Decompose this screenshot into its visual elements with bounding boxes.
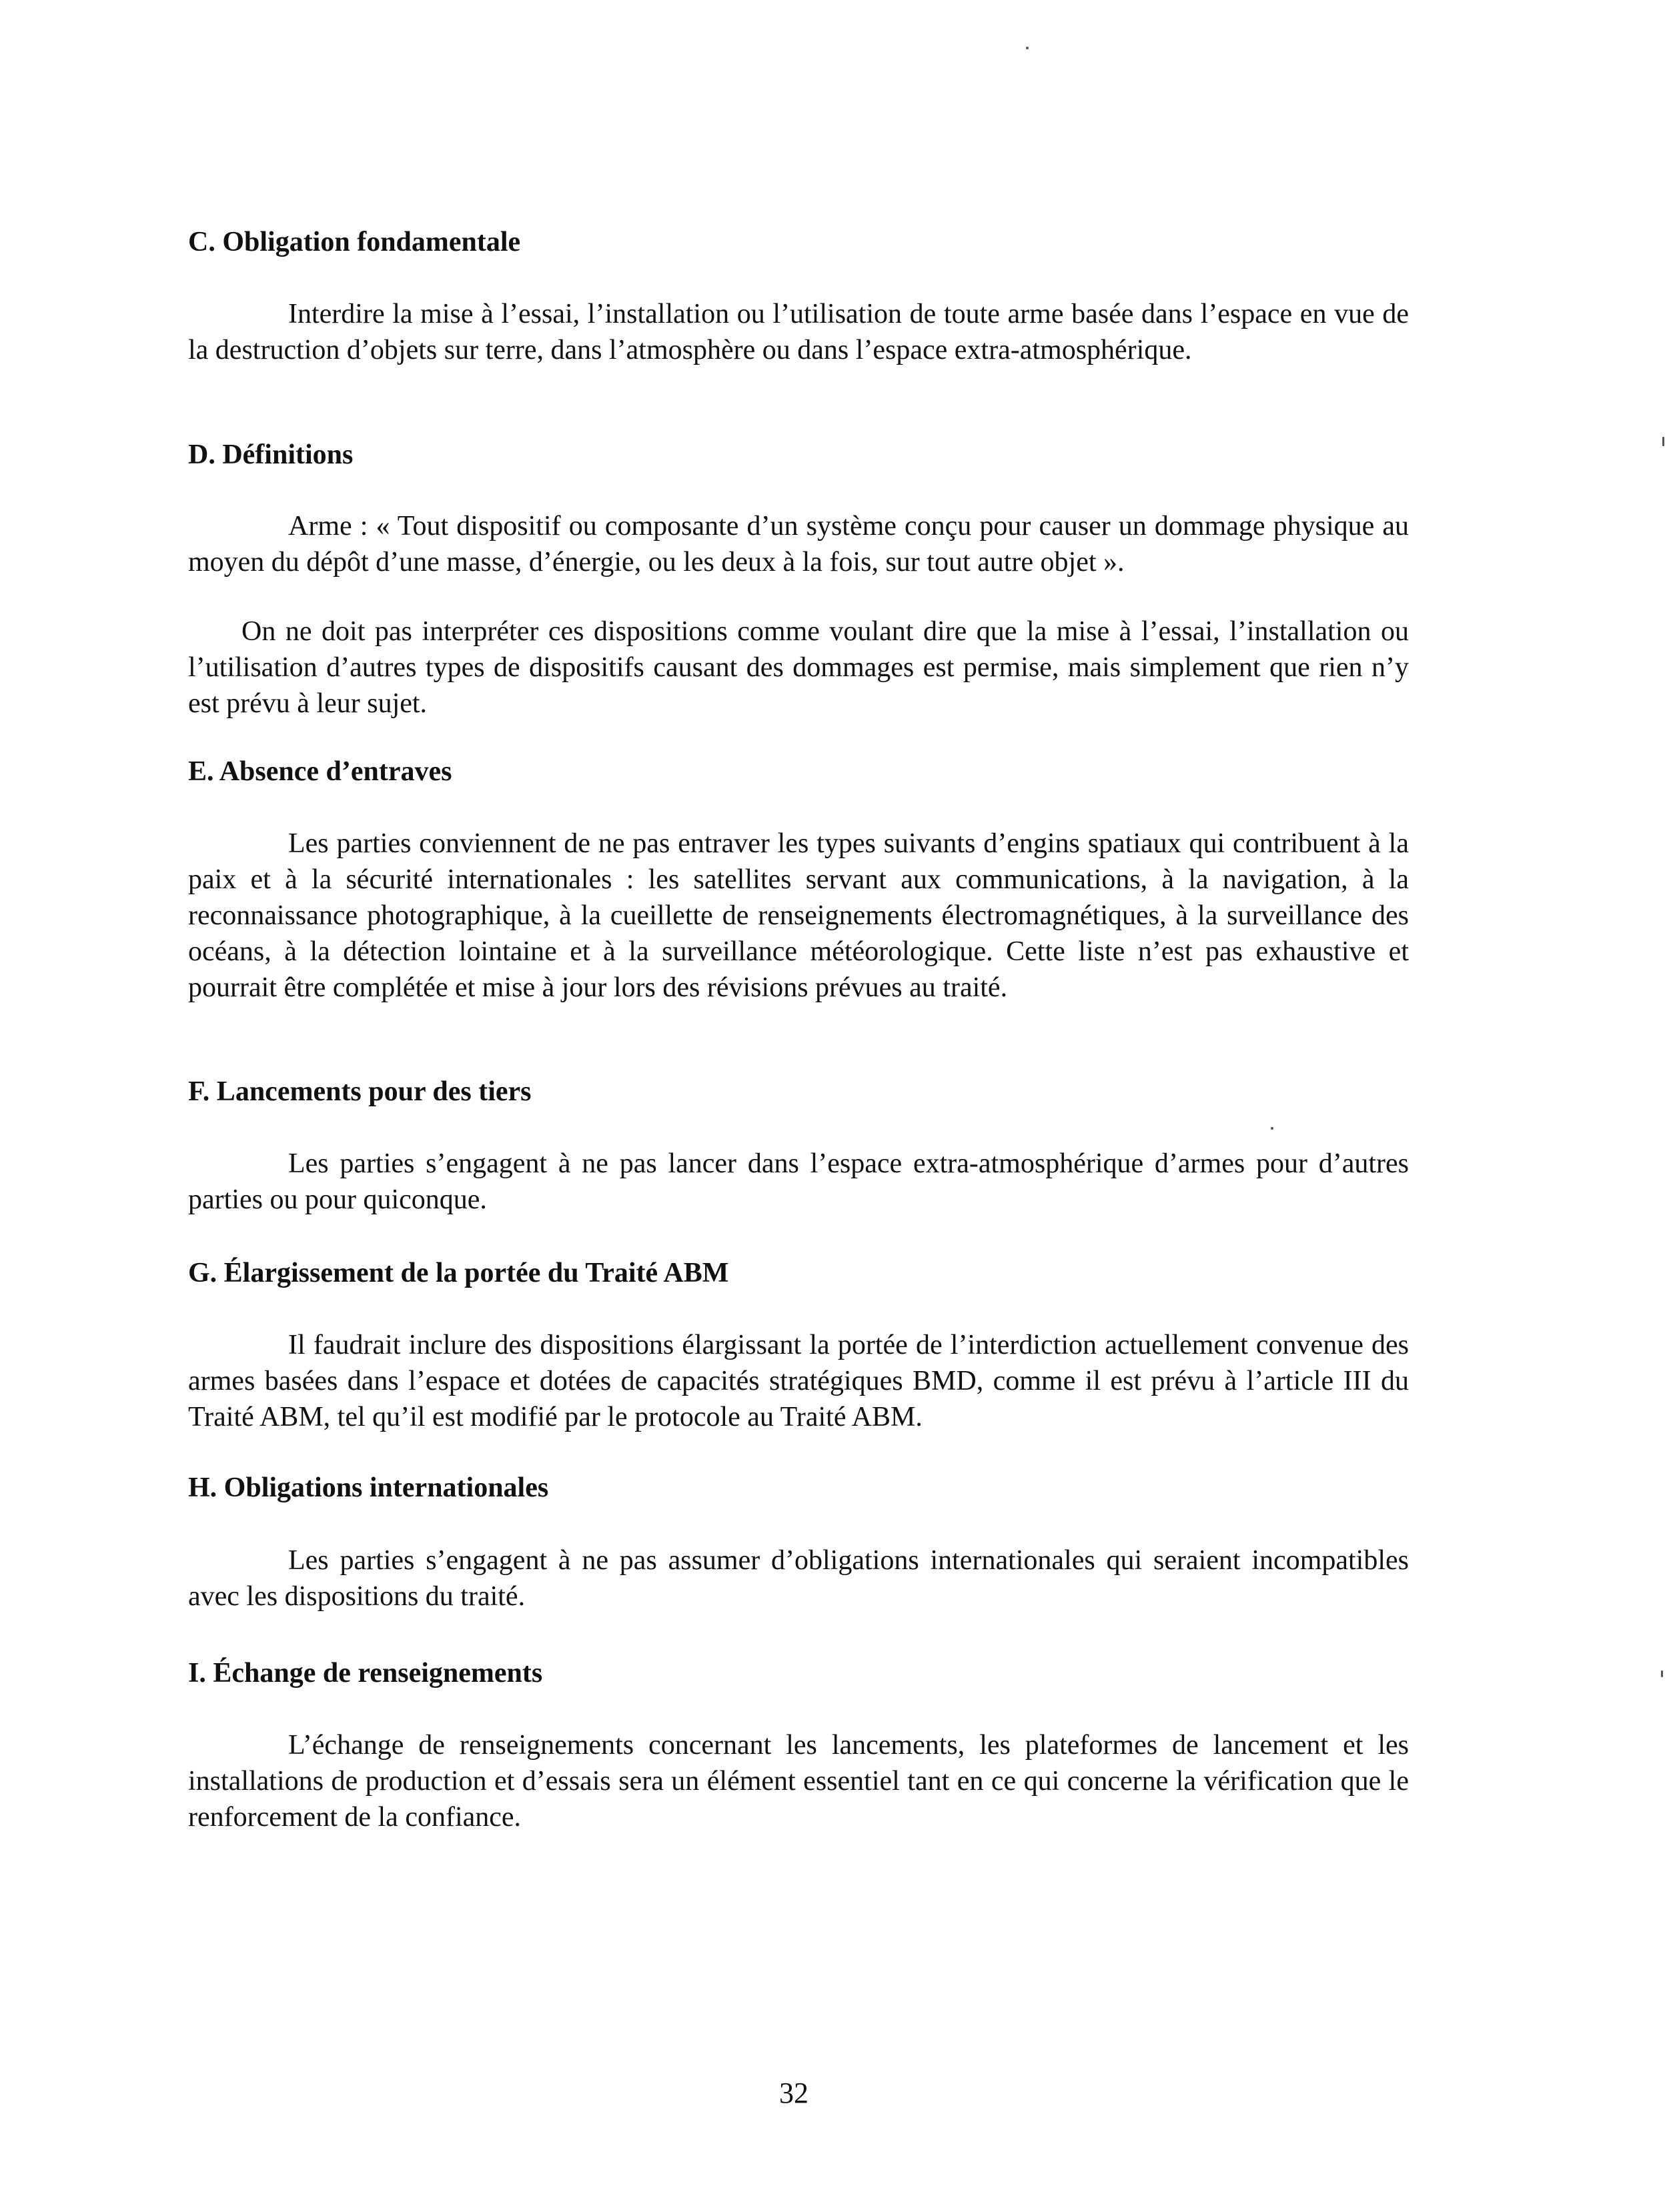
section-paragraph: Interdire la mise à l’essai, l’installation ou l’utilisation de toute arme basée dans l’espace en vue de la destruction d’objets sur terre, dans l’atmosphère ou dans l’espace extra-atmosphérique. (188, 299, 1409, 365)
scan-speck (1662, 437, 1664, 446)
section-f-body (188, 1146, 1409, 1218)
section-i-body (188, 1727, 1409, 1835)
section-g (188, 1255, 1409, 1291)
scan-speck (1661, 1671, 1663, 1677)
page-number: 32 (779, 2077, 808, 2109)
section-c (188, 224, 1409, 260)
section-h-body (188, 1542, 1409, 1614)
section-heading: I. Échange de renseignements (188, 1658, 543, 1689)
section-heading: F. Lancements pour des tiers (188, 1076, 532, 1107)
section-h (188, 1470, 1409, 1506)
section-e-body (188, 826, 1409, 1006)
scan-speck (1271, 1127, 1273, 1130)
section-heading: C. Obligation fondamentale (188, 227, 521, 257)
section-d (188, 437, 1409, 473)
section-paragraph: Les parties s’engagent à ne pas assumer d’obligations internationales qui seraient incompatibles avec les dispositions du traité. (188, 1545, 1409, 1612)
section-g-body (188, 1327, 1409, 1435)
section-heading: G. Élargissement de la portée du Traité ABM (188, 1258, 729, 1288)
section-e (188, 754, 1409, 790)
section-d-body-2 (188, 614, 1409, 722)
section-heading: E. Absence d’entraves (188, 756, 452, 787)
section-d-body-1 (188, 508, 1409, 580)
scan-speck (1026, 47, 1029, 49)
section-heading: D. Définitions (188, 439, 354, 470)
section-paragraph: Arme : « Tout dispositif ou composante d’un système conçu pour causer un dommage physique au moyen du dépôt d’une masse, d’énergie, ou les deux à la fois, sur tout autre objet ». (188, 511, 1409, 578)
section-heading: H. Obligations internationales (188, 1472, 549, 1503)
section-paragraph: Les parties s’engagent à ne pas lancer dans l’espace extra-atmosphérique d’armes pour d’autres parties ou pour quiconque. (188, 1148, 1409, 1215)
section-c-body (188, 296, 1409, 368)
section-f (188, 1074, 1409, 1110)
section-paragraph: L’échange de renseignements concernant les lancements, les plateformes de lancement et les installations de production et d’essais sera un élément essentiel tant en ce qui concerne la vérification que le renforcement de la confiance. (188, 1730, 1409, 1833)
section-paragraph: On ne doit pas interpréter ces dispositions comme voulant dire que la mise à l’essai, l’installation ou l’utilisation d’autres types de dispositifs causant des dommages est permise, mais simplement que rien n’y est prévu à leur sujet. (188, 616, 1409, 719)
section-paragraph: Les parties conviennent de ne pas entraver les types suivants d’engins spatiaux qui contribuent à la paix et à la sécurité internationales : les satellites servant aux communications, à la navigation, à la reconnaissance photographique, à la cueillette de renseignements électromagnétiques, à la surveillance des océans, à la détection lointaine et à la surveillance météorologique. Cette liste n’est pas exhaustive et pourrait être complétée et mise à jour lors des révisions prévues au traité. (188, 828, 1409, 1003)
section-i (188, 1655, 1409, 1691)
section-paragraph: Il faudrait inclure des dispositions élargissant la portée de l’interdiction actuellement convenue des armes basées dans l’espace et dotées de capacités stratégiques BMD, comme il est prévu à l’article III du Traité ABM, tel qu’il est modifié par le protocole au Traité ABM. (188, 1330, 1409, 1432)
